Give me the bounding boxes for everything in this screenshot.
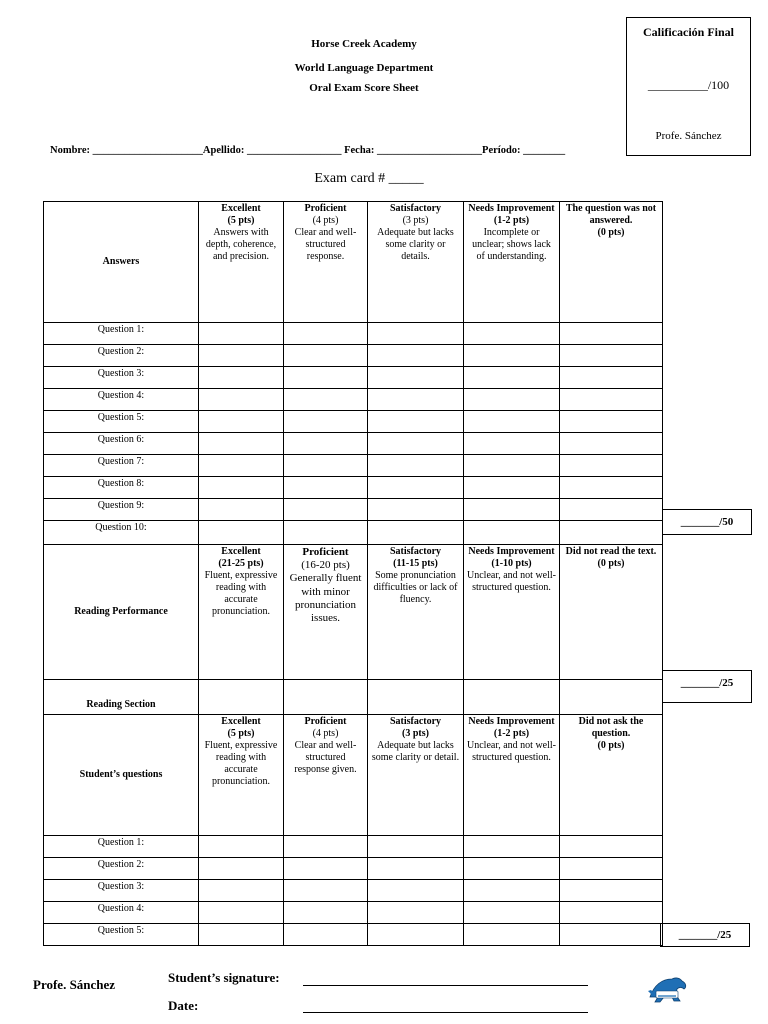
score-cell[interactable] — [560, 902, 663, 924]
level-name: Proficient — [302, 546, 349, 558]
question-label: Question 1: — [44, 323, 199, 345]
level-name: Proficient — [304, 203, 347, 214]
level-points: (21-25 pts) — [218, 558, 264, 569]
score-cell[interactable] — [199, 836, 284, 858]
answers-level-not-answered — [560, 202, 663, 323]
reading-section-label: Reading Performance — [44, 545, 199, 680]
signature-line[interactable] — [303, 985, 588, 986]
score-cell[interactable] — [284, 345, 368, 367]
level-name: The question was not answered. — [565, 203, 657, 226]
student-questions-subtotal-box[interactable]: _______/25 — [660, 923, 750, 947]
table-row — [44, 880, 663, 902]
level-name: Satisfactory — [389, 716, 442, 727]
level-name: Excellent — [221, 716, 261, 727]
level-name: Satisfactory — [389, 546, 442, 557]
score-cell[interactable] — [464, 411, 560, 433]
table-row — [44, 902, 663, 924]
score-cell[interactable] — [368, 858, 464, 880]
score-cell[interactable] — [284, 455, 368, 477]
level-points: (5 pts) — [227, 728, 255, 739]
score-cell[interactable] — [560, 499, 663, 521]
date-label: Date: — [168, 998, 199, 1013]
score-cell[interactable] — [464, 836, 560, 858]
level-points: (4 pts) — [312, 728, 339, 739]
answers-subtotal-box[interactable]: _______/50 — [662, 509, 752, 535]
exam-card-number[interactable]: Exam card # _____ — [314, 171, 424, 186]
score-cell[interactable] — [284, 902, 368, 924]
score-cell[interactable] — [464, 521, 560, 545]
score-cell[interactable] — [464, 433, 560, 455]
score-cell[interactable] — [464, 345, 560, 367]
answers-section-label: Answers — [44, 202, 199, 323]
level-description: Clear and well-structured response. — [294, 227, 357, 262]
score-cell[interactable] — [464, 680, 560, 715]
level-description: Fluent, expressive reading with accurate pronunciation. — [204, 740, 278, 787]
score-cell[interactable] — [560, 521, 663, 545]
final-grade-score-field[interactable]: __________/100 — [647, 78, 730, 92]
score-cell[interactable] — [199, 521, 284, 545]
score-cell[interactable] — [560, 323, 663, 345]
table-row — [44, 521, 663, 545]
student-questions-section-label: Student’s questions — [44, 715, 199, 836]
level-description: Answers with depth, coherence, and precision. — [205, 227, 277, 262]
score-cell[interactable] — [199, 902, 284, 924]
score-cell[interactable] — [560, 880, 663, 902]
level-name: Needs Improvement — [468, 546, 555, 557]
level-name: Excellent — [221, 546, 261, 557]
question-label: Question 8: — [44, 477, 199, 499]
score-cell[interactable] — [199, 411, 284, 433]
score-cell[interactable] — [368, 902, 464, 924]
student-info-line[interactable]: Nombre: _____________________Apellido: __________________ Fecha: ____________________Período: ________ — [50, 145, 566, 156]
table-row — [44, 455, 663, 477]
date-line[interactable] — [303, 1012, 588, 1013]
score-cell[interactable] — [284, 411, 368, 433]
score-cell[interactable] — [368, 411, 464, 433]
level-points: (1-2 pts) — [493, 728, 530, 739]
score-cell[interactable] — [284, 880, 368, 902]
score-cell[interactable] — [560, 680, 663, 715]
score-cell[interactable] — [284, 499, 368, 521]
answers-level-needs-improvement — [464, 202, 560, 323]
school-name: Horse Creek Academy — [311, 38, 417, 50]
level-name: Did not read the text. — [565, 546, 657, 557]
score-cell[interactable] — [560, 411, 663, 433]
score-cell[interactable] — [464, 367, 560, 389]
question-label: Question 3: — [44, 880, 199, 902]
level-points: (4 pts) — [312, 215, 339, 226]
question-label: Question 6: — [44, 433, 199, 455]
score-cell[interactable] — [199, 367, 284, 389]
level-points: (3 pts) — [402, 215, 429, 226]
score-cell[interactable] — [560, 455, 663, 477]
score-cell[interactable] — [199, 389, 284, 411]
score-cell[interactable] — [464, 858, 560, 880]
score-cell[interactable] — [199, 323, 284, 345]
question-label: Question 1: — [44, 836, 199, 858]
level-points: (11-15 pts) — [393, 558, 438, 569]
score-cell[interactable] — [560, 858, 663, 880]
reading-level-excellent — [199, 545, 284, 680]
score-cell[interactable] — [284, 924, 368, 946]
table-row — [44, 411, 663, 433]
sheet-title: Oral Exam Score Sheet — [309, 82, 419, 94]
level-points: (16-20 pts) — [301, 559, 350, 572]
level-points: (1-2 pts) — [493, 215, 530, 226]
score-cell[interactable] — [368, 924, 464, 946]
level-name: Needs Improvement — [468, 716, 555, 727]
question-label: Question 3: — [44, 367, 199, 389]
score-cell[interactable] — [284, 389, 368, 411]
student-level-needs-improvement — [464, 715, 560, 836]
level-description: Adequate but lacks some clarity or detail. — [371, 740, 460, 763]
table-row — [44, 477, 663, 499]
question-label: Question 7: — [44, 455, 199, 477]
score-cell[interactable] — [464, 455, 560, 477]
reading-section-row-label: Reading Section — [44, 680, 199, 715]
score-cell[interactable] — [560, 433, 663, 455]
score-cell[interactable] — [284, 433, 368, 455]
score-cell[interactable] — [199, 499, 284, 521]
level-points: (5 pts) — [227, 215, 255, 226]
score-cell[interactable] — [199, 433, 284, 455]
level-points: (1-10 pts) — [491, 558, 532, 569]
score-cell[interactable] — [368, 433, 464, 455]
student-level-satisfactory — [368, 715, 464, 836]
score-cell[interactable] — [199, 680, 284, 715]
score-cell[interactable] — [368, 521, 464, 545]
score-cell[interactable] — [368, 323, 464, 345]
level-name: Did not ask the question. — [578, 716, 644, 739]
score-cell[interactable] — [560, 924, 663, 946]
score-cell[interactable] — [368, 880, 464, 902]
table-row — [44, 499, 663, 521]
score-cell[interactable] — [199, 345, 284, 367]
level-description: Unclear, and not well-structured question. — [467, 740, 557, 763]
score-cell[interactable] — [284, 521, 368, 545]
final-grade-teacher: Profe. Sánchez — [655, 130, 722, 142]
table-row — [44, 433, 663, 455]
level-description: Incomplete or unclear; shows lack of understanding. — [472, 227, 551, 262]
level-description: Generally fluent with minor pronunciation issues. — [289, 572, 362, 624]
question-label: Question 10: — [44, 521, 199, 545]
reading-level-did-not-read — [560, 545, 663, 680]
level-description: Clear and well-structured response given. — [294, 740, 357, 775]
table-row — [44, 836, 663, 858]
score-cell[interactable] — [199, 924, 284, 946]
reading-level-needs-improvement — [464, 545, 560, 680]
score-cell[interactable] — [464, 323, 560, 345]
reading-subtotal-box[interactable]: _______/25 — [662, 670, 752, 703]
score-cell[interactable] — [464, 924, 560, 946]
score-cell[interactable] — [560, 367, 663, 389]
question-label: Question 2: — [44, 858, 199, 880]
reading-level-satisfactory — [368, 545, 464, 680]
table-row — [44, 680, 663, 715]
score-cell[interactable] — [368, 499, 464, 521]
score-cell[interactable] — [368, 455, 464, 477]
mustang-mascot-logo-icon — [646, 975, 690, 1005]
score-cell[interactable] — [368, 389, 464, 411]
level-points: (0 pts) — [597, 227, 625, 238]
student-questions-criteria-row — [44, 715, 663, 836]
footer-teacher-name: Profe. Sánchez — [33, 977, 116, 992]
score-cell[interactable] — [199, 455, 284, 477]
score-cell[interactable] — [284, 477, 368, 499]
question-label: Question 2: — [44, 345, 199, 367]
level-description: Unclear, and not well-structured question. — [467, 570, 557, 593]
score-cell[interactable] — [368, 345, 464, 367]
question-label: Question 5: — [44, 924, 199, 946]
score-cell[interactable] — [368, 477, 464, 499]
score-cell[interactable] — [284, 323, 368, 345]
question-label: Question 4: — [44, 389, 199, 411]
table-row — [44, 389, 663, 411]
score-cell[interactable] — [199, 477, 284, 499]
reading-criteria-row — [44, 545, 663, 680]
score-cell[interactable] — [464, 477, 560, 499]
score-cell[interactable] — [368, 367, 464, 389]
answers-level-excellent — [199, 202, 284, 323]
reading-level-proficient — [284, 545, 368, 680]
answers-criteria-row — [44, 202, 663, 323]
score-cell[interactable] — [464, 389, 560, 411]
rubric-table — [43, 201, 663, 946]
score-cell[interactable] — [284, 858, 368, 880]
score-cell[interactable] — [464, 880, 560, 902]
level-name: Excellent — [221, 203, 261, 214]
score-cell[interactable] — [464, 499, 560, 521]
level-name: Proficient — [304, 716, 347, 727]
final-grade-title: Calificación Final — [643, 25, 734, 39]
answers-level-proficient — [284, 202, 368, 323]
department-name: World Language Department — [294, 62, 434, 74]
score-cell[interactable] — [284, 367, 368, 389]
student-level-proficient — [284, 715, 368, 836]
score-cell[interactable] — [284, 836, 368, 858]
table-row — [44, 858, 663, 880]
score-cell[interactable] — [284, 680, 368, 715]
signature-label: Student’s signature: — [168, 970, 280, 985]
score-cell[interactable] — [368, 680, 464, 715]
question-label: Question 9: — [44, 499, 199, 521]
level-description: Fluent, expressive reading with accurate pronunciation. — [204, 570, 278, 617]
table-row — [44, 323, 663, 345]
level-points: (0 pts) — [597, 558, 625, 569]
answers-level-satisfactory — [368, 202, 464, 323]
table-row — [44, 924, 663, 946]
score-cell[interactable] — [199, 858, 284, 880]
score-cell[interactable] — [199, 880, 284, 902]
score-cell[interactable] — [464, 902, 560, 924]
score-cell[interactable] — [368, 836, 464, 858]
level-description: Adequate but lacks some clarity or details. — [377, 227, 454, 262]
score-cell[interactable] — [560, 836, 663, 858]
question-label: Question 5: — [44, 411, 199, 433]
level-name: Satisfactory — [389, 203, 442, 214]
question-label: Question 4: — [44, 902, 199, 924]
table-row — [44, 345, 663, 367]
score-cell[interactable] — [560, 477, 663, 499]
final-grade-box — [626, 17, 751, 156]
level-name: Needs Improvement — [468, 203, 555, 214]
student-level-did-not-ask — [560, 715, 663, 836]
level-description: Some pronunciation difficulties or lack of fluency. — [373, 570, 458, 605]
level-points: (0 pts) — [597, 740, 625, 751]
table-row — [44, 367, 663, 389]
score-cell[interactable] — [560, 389, 663, 411]
level-points: (3 pts) — [402, 728, 429, 739]
score-cell[interactable] — [560, 345, 663, 367]
student-level-excellent — [199, 715, 284, 836]
